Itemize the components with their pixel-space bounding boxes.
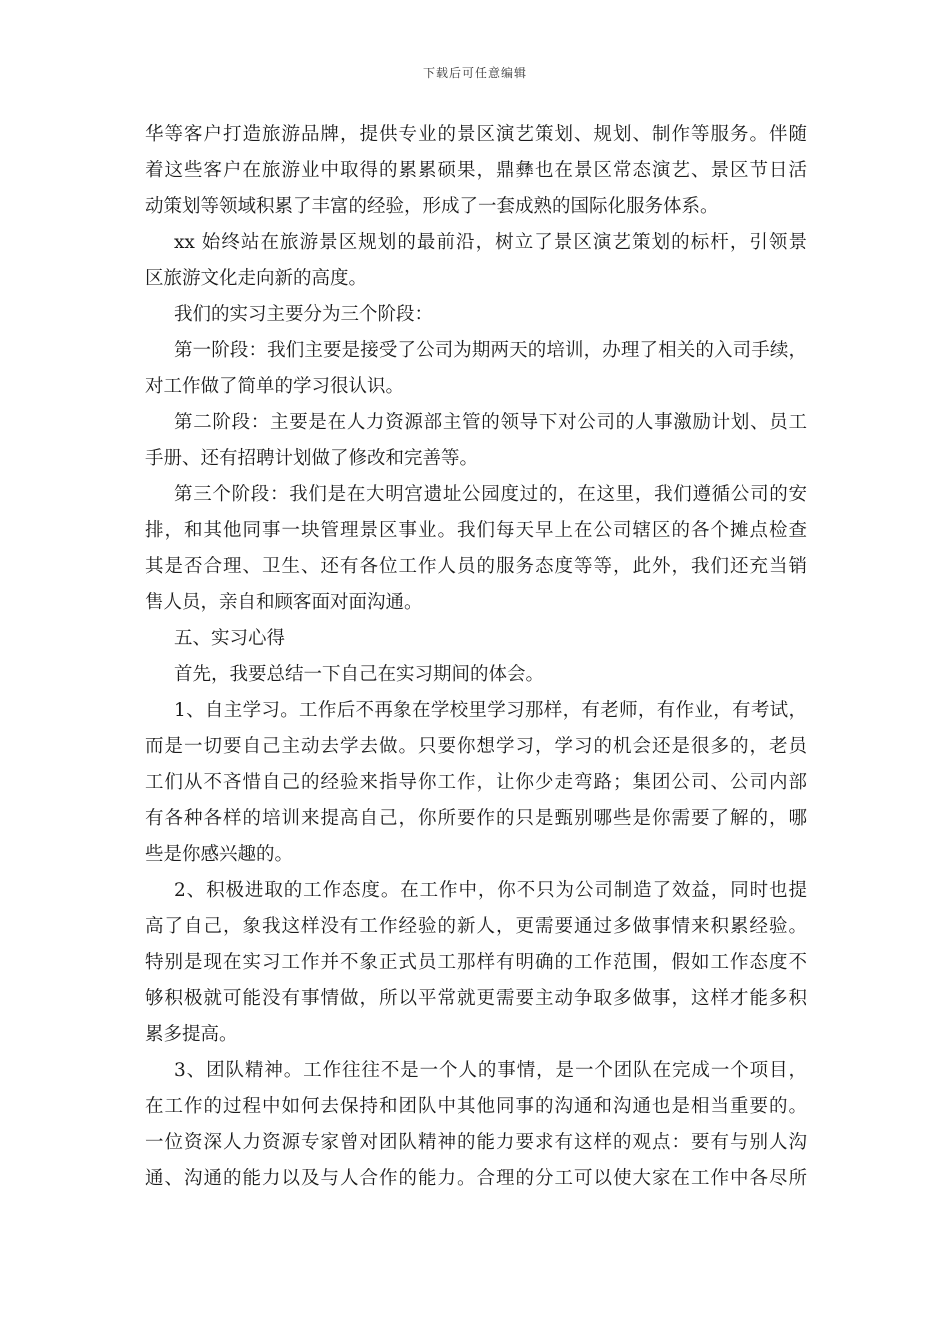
page-header: 下载后可任意编辑 xyxy=(422,66,527,80)
text-line: 手册、还有招聘计划做了修改和完善等。 xyxy=(145,448,479,469)
text-line: 通、沟通的能力以及与人合作的能力。合理的分工可以使大家在工作中各尽所 xyxy=(145,1168,807,1189)
text-line: 在工作的过程中如何去保持和团队中其他同事的沟通和沟通也是相当重要的。 xyxy=(145,1096,807,1117)
text-line: 售人员，亲自和顾客面对面沟通。 xyxy=(145,592,423,613)
text-line: 3、团队精神。工作往往不是一个人的事情，是一个团队在完成一个项目， xyxy=(174,1060,807,1081)
text-line: 排，和其他同事一块管理景区事业。我们每天早上在公司辖区的各个摊点检查 xyxy=(145,520,807,541)
text-line: 些是你感兴趣的。 xyxy=(145,844,294,865)
text-line: 区旅游文化走向新的高度。 xyxy=(145,268,368,289)
text-line: 特别是现在实习工作并不象正式员工那样有明确的工作范围，假如工作态度不 xyxy=(145,952,807,973)
text-line: 一位资深人力资源专家曾对团队精神的能力要求有这样的观点：要有与别人沟 xyxy=(145,1132,807,1153)
text-line: 第二阶段：主要是在人力资源部主管的领导下对公司的人事激励计划、员工 xyxy=(174,412,807,433)
text-line: 而是一切要自己主动去学去做。只要你想学习，学习的机会还是很多的，老员 xyxy=(145,736,807,757)
text-line: 首先，我要总结一下自己在实习期间的体会。 xyxy=(174,664,545,685)
text-line: 第三个阶段：我们是在大明宫遗址公园度过的，在这里，我们遵循公司的安 xyxy=(174,484,807,505)
text-line: 动策划等领域积累了丰富的经验，形成了一套成熟的国际化服务体系。 xyxy=(145,196,719,217)
paragraph xyxy=(145,297,807,333)
paragraph xyxy=(145,873,807,1053)
paragraph xyxy=(145,333,807,405)
paragraph-continuation xyxy=(145,117,807,225)
paragraph xyxy=(145,693,807,873)
paragraph xyxy=(145,1053,807,1197)
text-line: 我们的实习主要分为三个阶段： xyxy=(174,304,434,325)
text-line: xx 始终站在旅游景区规划的最前沿，树立了景区演艺策划的标杆，引领景 xyxy=(174,232,807,253)
text-line: 其是否合理、卫生、还有各位工作人员的服务态度等等，此外，我们还充当销 xyxy=(145,556,807,577)
paragraph xyxy=(145,225,807,297)
text-line: 五、实习心得 xyxy=(174,628,286,649)
text-line: 高了自己，象我这样没有工作经验的新人，更需要通过多做事情来积累经验。 xyxy=(145,916,807,937)
text-line: 有各种各样的培训来提高自己，你所要作的只是甄别哪些是你需要了解的，哪 xyxy=(145,808,807,829)
text-line: 累多提高。 xyxy=(145,1024,238,1045)
paragraph xyxy=(145,477,807,621)
text-line: 1、自主学习。工作后不再象在学校里学习那样，有老师，有作业，有考试， xyxy=(174,700,807,721)
paragraph xyxy=(145,657,807,693)
text-line: 对工作做了简单的学习很认识。 xyxy=(145,376,405,397)
text-line: 华等客户打造旅游品牌，提供专业的景区演艺策划、规划、制作等服务。伴随 xyxy=(145,124,807,145)
text-line: 着这些客户在旅游业中取得的累累硕果，鼎彝也在景区常态演艺、景区节日活 xyxy=(145,160,807,181)
text-line: 工们从不吝惜自己的经验来指导你工作，让你少走弯路；集团公司、公司内部 xyxy=(145,772,807,793)
text-line: 2、积极进取的工作态度。在工作中，你不只为公司制造了效益，同时也提 xyxy=(174,880,807,901)
paragraph xyxy=(145,405,807,477)
text-line: 第一阶段：我们主要是接受了公司为期两天的培训，办理了相关的入司手续， xyxy=(174,340,807,361)
section-heading xyxy=(145,621,807,657)
text-line: 够积极就可能没有事情做，所以平常就更需要主动争取多做事，这样才能多积 xyxy=(145,988,807,1009)
document-body xyxy=(145,117,807,1197)
